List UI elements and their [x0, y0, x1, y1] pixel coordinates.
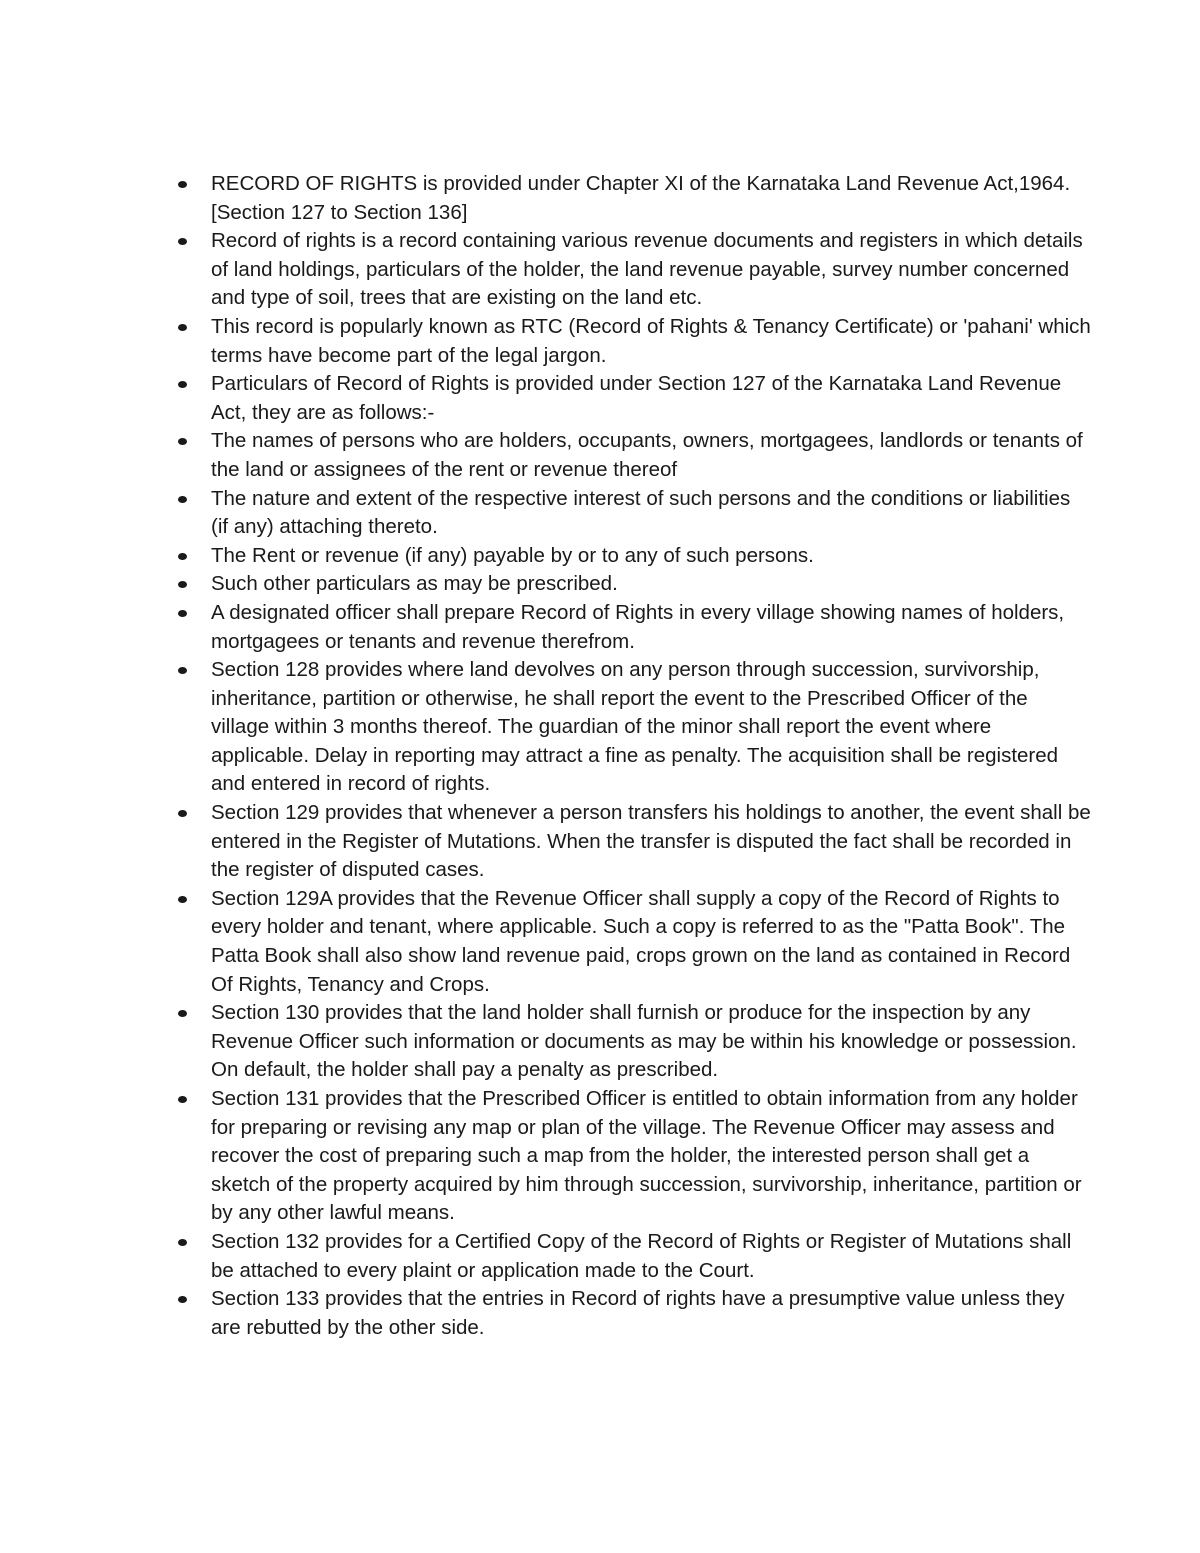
bullet-icon — [178, 496, 187, 503]
list-item-text: Section 133 provides that the entries in Record of rights have a presumptive value unless they are rebutted by the other side. — [211, 1287, 1065, 1339]
bullet-icon — [178, 1239, 187, 1246]
list-item — [211, 370, 1091, 427]
list-item-text: The nature and extent of the respective interest of such persons and the conditions or liabilities (if any) attaching thereto. — [211, 486, 1071, 539]
list-item-text: Section 131 provides that the Prescribed Officer is entitled to obtain information from any holder for preparing or revising any map or plan of the village. The Revenue Officer may assess and recover the cost of preparing such a map from the holder, the interested person shall get a sketch of the property acquired by him through succession, survivorship, inheritance, partition or by any other lawful means. — [211, 1087, 1082, 1225]
bullet-icon — [178, 610, 187, 617]
bullet-icon — [178, 896, 187, 903]
list-item — [211, 427, 1091, 484]
bullet-icon — [178, 1096, 187, 1103]
list-item-text: This record is popularly known as RTC (Record of Rights & Tenancy Certificate) or 'pahani' which terms have become part of the legal jargon. — [211, 314, 1091, 367]
list-item-text: Section 129A provides that the Revenue Officer shall supply a copy of the Record of Rights to every holder and tenant, where applicable. Such a copy is referred to as the "Patta Book". The Patta Book shall also show land revenue paid, crops grown on the land as contained in Record Of Rights, Tenancy and Crops. — [211, 886, 1071, 996]
bullet-icon — [178, 1010, 187, 1017]
bullet-list — [211, 170, 1091, 1342]
list-item — [211, 542, 1091, 571]
list-item-text: RECORD OF RIGHTS is provided under Chapter XI of the Karnataka Land Revenue Act,1964. [Section 127 to Section 136] — [211, 172, 1071, 224]
list-item — [211, 656, 1091, 799]
list-item-text: Record of rights is a record containing various revenue documents and registers in which details of land holdings, particulars of the holder, the land revenue payable, survey number concerned and type of soil, trees that are existing on the land etc. — [211, 229, 1083, 310]
bullet-icon — [178, 381, 187, 388]
list-item-text: The names of persons who are holders, occupants, owners, mortgagees, landlords or tenants of the land or assignees of the rent or revenue thereof — [211, 429, 1083, 481]
list-item — [211, 1085, 1091, 1228]
list-item-text: The Rent or revenue (if any) payable by or to any of such persons. — [211, 543, 814, 567]
list-item — [211, 885, 1091, 999]
bullet-icon — [178, 667, 187, 674]
bullet-icon — [178, 553, 187, 560]
list-item — [211, 485, 1091, 542]
list-item — [211, 999, 1091, 1085]
list-item — [211, 570, 1091, 599]
bullet-icon — [178, 581, 187, 588]
list-item-text: Section 129 provides that whenever a person transfers his holdings to another, the event shall be entered in the Register of Mutations. When the transfer is disputed the fact shall be recorded in the register of disputed cases. — [211, 801, 1091, 882]
bullet-icon — [178, 438, 187, 445]
list-item — [211, 1228, 1091, 1285]
list-item-text: A designated officer shall prepare Record of Rights in every village showing names of holders, mortgagees or tenants and revenue therefrom. — [211, 600, 1065, 653]
bullet-icon — [178, 238, 187, 245]
list-item-text: Section 128 provides where land devolves on any person through succession, survivorship, inheritance, partition or otherwise, he shall report the event to the Prescribed Officer of the village within 3 months thereof. The guardian of the minor shall report the event where applicable. Delay in reporting may attract a fine as penalty. The acquisition shall be registered and entered in record of rights. — [211, 658, 1059, 796]
list-item — [211, 599, 1091, 656]
list-item — [211, 1285, 1091, 1342]
list-item — [211, 227, 1091, 313]
list-item-text: Particulars of Record of Rights is provided under Section 127 of the Karnataka Land Revenue Act, they are as follows:- — [211, 372, 1062, 424]
bullet-icon — [178, 810, 187, 817]
bullet-icon — [178, 181, 187, 188]
bullet-icon — [178, 1296, 187, 1303]
list-item — [211, 170, 1091, 227]
list-item-text: Section 132 provides for a Certified Copy of the Record of Rights or Register of Mutations shall be attached to every plaint or application made to the Court. — [211, 1229, 1072, 1282]
list-item — [211, 799, 1091, 885]
list-item-text: Such other particulars as may be prescribed. — [211, 572, 618, 596]
bullet-icon — [178, 324, 187, 331]
list-item — [211, 313, 1091, 370]
list-item-text: Section 130 provides that the land holder shall furnish or produce for the inspection by any Revenue Officer such information or documents as may be within his knowledge or possession. On default, the holder shall pay a penalty as prescribed. — [211, 1001, 1077, 1082]
